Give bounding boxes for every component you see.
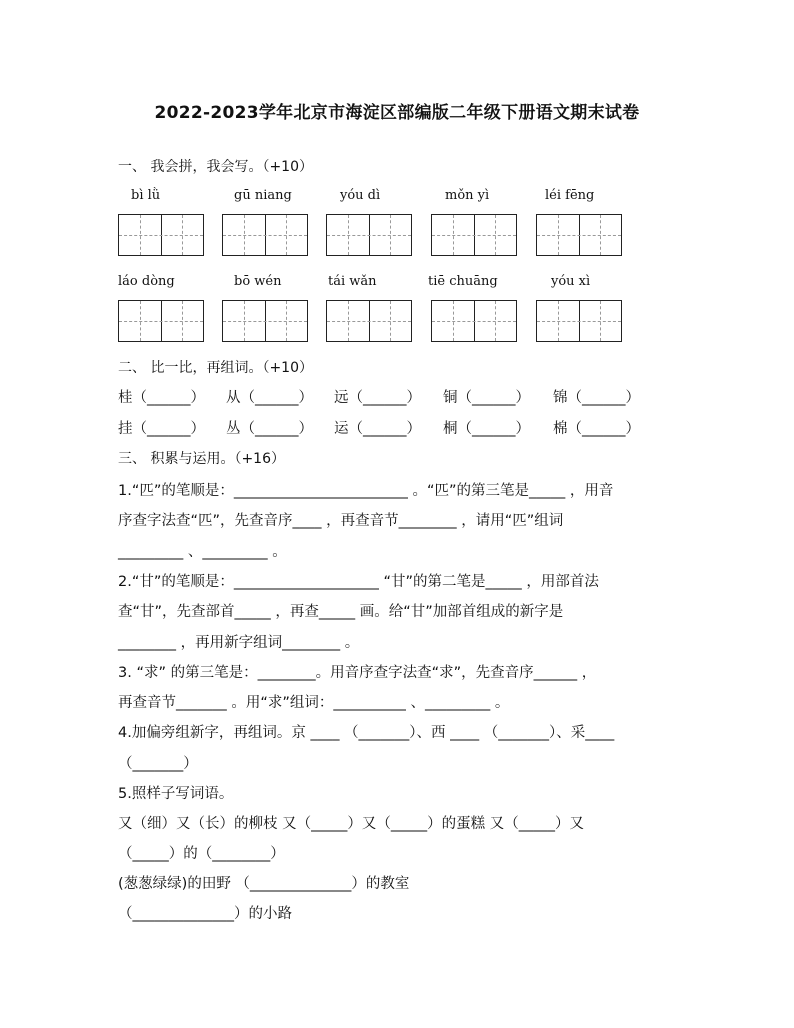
compare-item: 锦（______） [553,390,640,406]
question-5-line: 又（细）又（长）的柳枝 又（_____）又（_____）的蛋糕 又（_____）又 [118,816,584,832]
compare-item: 桐（______） [443,421,530,437]
section-3-heading: 三、 积累与运用。（+16） [118,451,285,467]
section-2-heading: 二、 比一比，再组词。（+10） [118,360,313,376]
writing-grid[interactable] [222,214,308,256]
question-3-line: 3. “求” 的第三笔是：________。用音序查字法查“求”，先查音序______ ， [118,665,597,681]
writing-grid[interactable] [118,300,204,342]
pinyin-label: mǒn yì [445,188,490,203]
compare-item: 铜（______） [443,390,530,406]
writing-grid[interactable] [536,300,622,342]
pinyin-label: láo dòng [118,274,175,289]
writing-grid[interactable] [536,214,622,256]
compare-item: 丛（______） [226,421,313,437]
pinyin-label: léi fēng [545,188,595,203]
question-4-line: （_______） [118,756,198,772]
question-1-line: _________ 、_________ 。 [118,544,287,560]
writing-grid[interactable] [326,300,412,342]
compare-item: 从（______） [226,390,313,406]
writing-grid[interactable] [118,214,204,256]
question-5-line: （_____）的（________） [118,846,285,862]
question-1-line: 1.“匹”的笔顺是：________________________ 。“匹”的第三笔是_____ ，用音 [118,483,614,499]
question-2-line: 2.“甘”的笔顺是：____________________ “甘”的第二笔是_____ ，用部首法 [118,574,599,590]
page-title: 2022-2023学年北京市海淀区部编版二年级下册语文期末试卷 [154,103,640,123]
compare-item: 运（______） [334,421,421,437]
pinyin-label: gū niang [234,188,292,203]
question-1-line: 序查字法查“匹”，先查音序____ ，再查音节________ ，请用“匹”组词 [118,513,564,529]
writing-grid[interactable] [222,300,308,342]
question-5-line: (葱葱绿绿)的田野 （______________）的教室 [118,876,410,892]
question-5-line: 5.照样子写词语。 [118,786,234,802]
pinyin-label: bō wén [234,274,282,289]
question-4-line: 4.加偏旁组新字，再组词。京 ____ （_______）、西 ____ （_______）、采____ [118,725,615,741]
question-5-line: （______________）的小路 [118,906,292,922]
compare-item: 棉（______） [553,421,640,437]
writing-grid[interactable] [431,300,517,342]
pinyin-label: bì lǜ [131,188,161,203]
pinyin-label: yóu dì [340,188,381,203]
compare-item: 远（______） [334,390,421,406]
question-2-line: ________ ，再用新字组词________ 。 [118,635,360,651]
pinyin-label: tái wǎn [328,274,377,289]
writing-grid[interactable] [326,214,412,256]
compare-item: 挂（______） [118,421,205,437]
section-1-heading: 一、 我会拼，我会写。（+10） [118,159,313,175]
question-2-line: 查“甘”，先查部首_____ ，再查_____ 画。给“甘”加部首组成的新字是 [118,604,564,620]
pinyin-label: tiē chuāng [428,274,498,289]
compare-item: 桂（______） [118,390,205,406]
writing-grid[interactable] [431,214,517,256]
pinyin-label: yóu xì [551,274,591,289]
question-3-line: 再查音节_______ 。用“求”组词：__________ 、_________ 。 [118,695,510,711]
